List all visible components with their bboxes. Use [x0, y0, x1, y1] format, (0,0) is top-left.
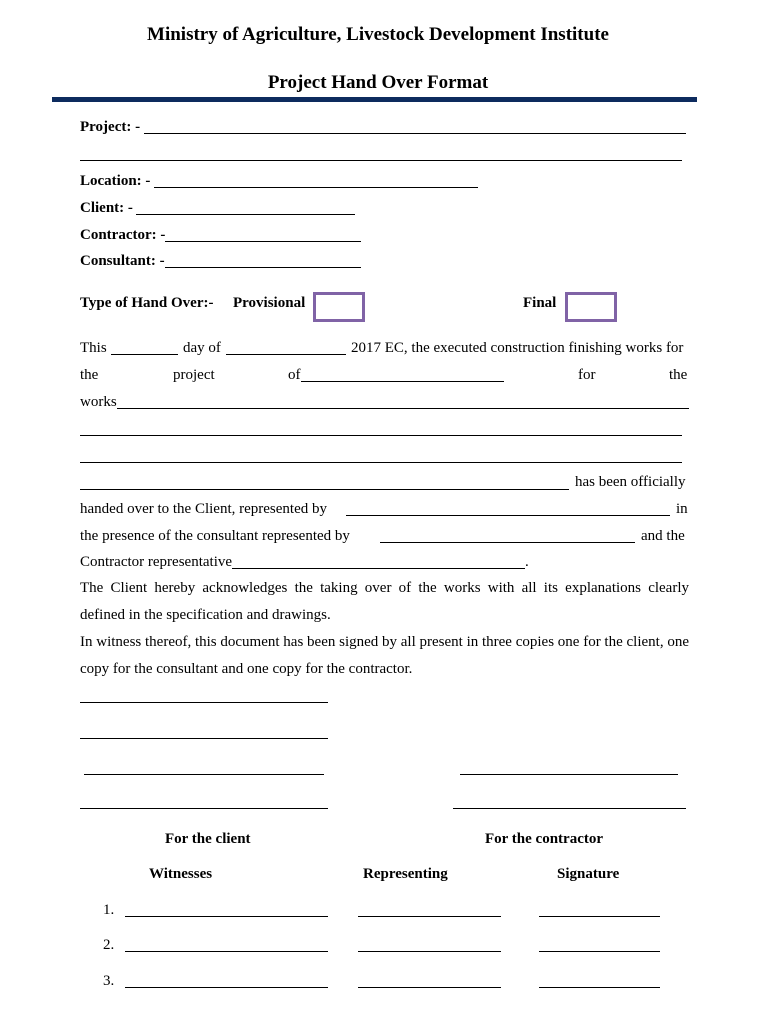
location-field[interactable] — [154, 187, 478, 188]
project-name-field[interactable] — [301, 381, 504, 382]
representing-header: Representing — [363, 866, 448, 882]
final-checkbox[interactable] — [565, 292, 617, 322]
header-divider — [52, 97, 697, 102]
para-of: of — [288, 367, 301, 383]
location-label: Location: - — [80, 173, 151, 189]
witness-paragraph: In witness thereof, this document has been signed by all present in three copies one for the client, one copy for the consultant and one copy for the contractor. — [80, 634, 689, 677]
para-day-of: day of — [183, 340, 221, 356]
consultant-label: Consultant: - — [80, 253, 165, 269]
witness-3-representing[interactable] — [358, 987, 501, 988]
witnesses-header: Witnesses — [149, 866, 213, 882]
client-label: Client: - — [80, 200, 133, 216]
contractor-label: Contractor: - — [80, 227, 166, 243]
acknowledgement-paragraph: The Client hereby acknowledges the taking over of the works with all its explanations clearly defined in the specification and drawings. — [80, 580, 689, 623]
signature-header: Signature — [557, 866, 620, 882]
sign-line-right-2[interactable] — [453, 808, 686, 809]
para-project: project — [173, 367, 215, 383]
contractor-field[interactable] — [165, 241, 361, 242]
para-works: works — [80, 394, 117, 410]
works-field-line-3[interactable] — [80, 462, 682, 463]
project-field-line-1[interactable] — [144, 133, 686, 134]
para-for: for — [578, 367, 596, 383]
sign-line-left-4[interactable] — [80, 808, 328, 809]
works-field-line-4[interactable] — [80, 489, 569, 490]
for-client-label: For the client — [165, 831, 251, 847]
para-period: . — [525, 554, 529, 570]
para-this: This — [80, 340, 107, 356]
day-field[interactable] — [111, 354, 178, 355]
para-consultant-rep: the presence of the consultant represented by — [80, 528, 350, 544]
witness-1-signature[interactable] — [539, 916, 660, 917]
para-line1-rest: 2017 EC, the executed construction finishing works for — [351, 340, 684, 356]
client-rep-field[interactable] — [346, 515, 670, 516]
consultant-field[interactable] — [165, 267, 361, 268]
provisional-label: Provisional — [233, 295, 306, 311]
witness-3-name[interactable] — [125, 987, 328, 988]
witness-3-signature[interactable] — [539, 987, 660, 988]
form-title: Project Hand Over Format — [267, 72, 489, 93]
sign-line-right-1[interactable] — [460, 774, 678, 775]
para-and-the: and the — [641, 528, 685, 544]
works-field-line-1[interactable] — [117, 408, 689, 409]
witness-row-number: 1. — [103, 902, 115, 918]
final-label: Final — [523, 295, 557, 311]
works-field-line-2[interactable] — [80, 435, 682, 436]
contractor-rep-field[interactable] — [232, 568, 525, 569]
month-field[interactable] — [226, 354, 346, 355]
para-contractor-rep: Contractor representative — [80, 554, 233, 570]
sign-line-left-3[interactable] — [84, 774, 324, 775]
consultant-rep-field[interactable] — [380, 542, 635, 543]
sign-line-left-1[interactable] — [80, 702, 328, 703]
project-label: Project: - — [80, 119, 141, 135]
project-field-line-2[interactable] — [80, 160, 682, 161]
client-field[interactable] — [136, 214, 355, 215]
witness-1-name[interactable] — [125, 916, 328, 917]
witness-row-number: 2. — [103, 937, 115, 953]
para-handed-over: has been officially — [575, 474, 686, 490]
para-client-rep: handed over to the Client, represented by — [80, 501, 328, 517]
sign-line-left-2[interactable] — [80, 738, 328, 739]
para-in: in — [676, 501, 688, 517]
provisional-checkbox[interactable] — [313, 292, 365, 322]
witness-2-signature[interactable] — [539, 951, 660, 952]
para-the-2: the — [669, 367, 688, 383]
witness-row-number: 3. — [103, 973, 115, 989]
witness-2-name[interactable] — [125, 951, 328, 952]
witness-2-representing[interactable] — [358, 951, 501, 952]
para-the: the — [80, 367, 99, 383]
for-contractor-label: For the contractor — [485, 831, 604, 847]
handover-type-label: Type of Hand Over:- — [80, 295, 214, 311]
witness-1-representing[interactable] — [358, 916, 501, 917]
institute-title: Ministry of Agriculture, Livestock Development Institute — [147, 24, 609, 45]
